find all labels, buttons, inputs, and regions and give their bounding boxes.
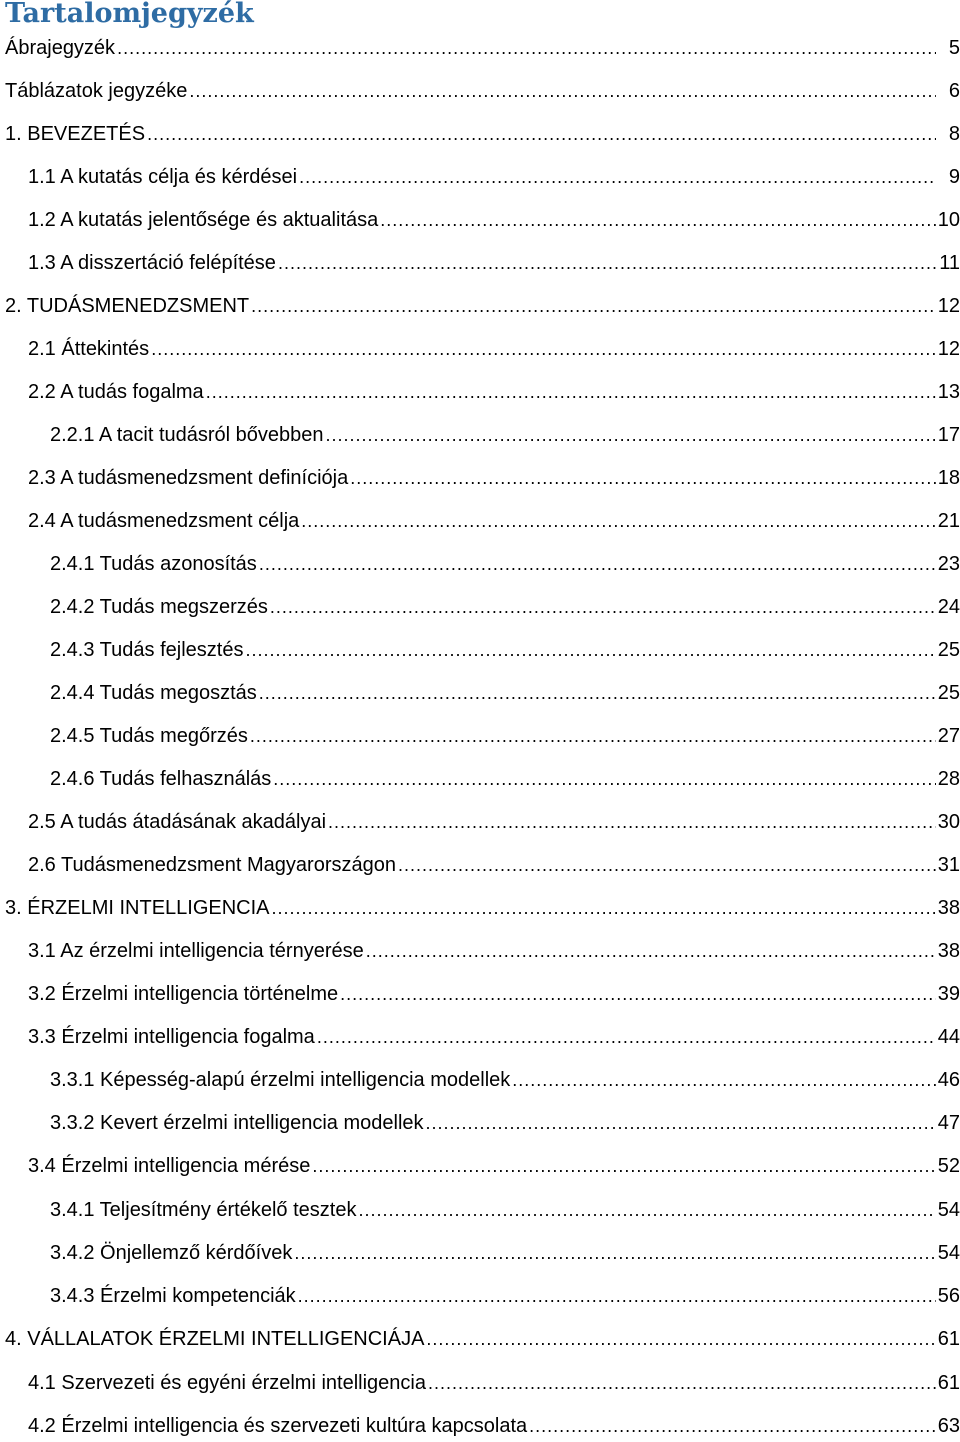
- toc-entry[interactable]: [28, 1411, 960, 1441]
- toc-entry[interactable]: [5, 291, 960, 321]
- toc-entry-page: 52: [937, 1155, 960, 1177]
- dot-leader: [259, 549, 936, 579]
- toc-entry[interactable]: [5, 119, 960, 149]
- toc-entry-page: 56: [937, 1285, 960, 1307]
- toc-entry-page: 63: [937, 1415, 960, 1437]
- toc-entry-page: 24: [937, 596, 960, 618]
- toc-entry-label: 1. BEVEZETÉS: [5, 123, 146, 145]
- toc-entry-page: 54: [937, 1199, 960, 1221]
- dot-leader: [358, 1195, 935, 1225]
- dot-leader: [250, 721, 936, 751]
- toc-entry[interactable]: [50, 721, 960, 751]
- toc-entry-page: 47: [937, 1112, 960, 1134]
- toc-entry-page: 31: [937, 854, 960, 876]
- toc-entry[interactable]: [50, 1195, 960, 1225]
- dot-leader: [270, 592, 936, 622]
- toc-entry-label: 3.1 Az érzelmi intelligencia térnyerése: [28, 940, 364, 962]
- toc-entry[interactable]: [50, 1238, 960, 1268]
- toc-entry-label: 2.4.3 Tudás fejlesztés: [50, 639, 244, 661]
- dot-leader: [529, 1411, 936, 1441]
- toc-entry[interactable]: [28, 377, 960, 407]
- dot-leader: [273, 764, 935, 794]
- dot-leader: [328, 807, 936, 837]
- toc-entry-label: 3.4.1 Teljesítmény értékelő tesztek: [50, 1199, 357, 1221]
- toc-entry[interactable]: [28, 248, 960, 278]
- dot-leader: [151, 334, 936, 364]
- dot-leader: [428, 1368, 936, 1398]
- toc-entry[interactable]: [28, 1151, 960, 1181]
- toc-entry-label: 1.1 A kutatás célja és kérdései: [28, 166, 298, 188]
- toc-entry-page: 12: [937, 295, 960, 317]
- toc-entry-page: 13: [937, 381, 960, 403]
- toc-entry[interactable]: [28, 807, 960, 837]
- toc-entry-label: 2.4.4 Tudás megosztás: [50, 682, 257, 704]
- toc-entry-label: 2. TUDÁSMENEDZSMENT: [5, 295, 250, 317]
- dot-leader: [366, 936, 936, 966]
- toc-entry[interactable]: [28, 936, 960, 966]
- toc-entry-label: 2.2.1 A tacit tudásról bővebben: [50, 424, 324, 446]
- toc-entry-label: 1.3 A disszertáció felépítése: [28, 252, 276, 274]
- toc-entry-page: 38: [937, 897, 960, 919]
- toc-entry[interactable]: [50, 420, 960, 450]
- toc-entry-label: 3.4.3 Érzelmi kompetenciák: [50, 1285, 296, 1307]
- toc-entry-label: 2.4.1 Tudás azonosítás: [50, 553, 257, 575]
- dot-leader: [298, 1281, 936, 1311]
- dot-leader: [147, 119, 936, 149]
- dot-leader: [312, 1151, 935, 1181]
- toc-title: Tartalomjegyzék: [5, 0, 254, 29]
- toc-entry-label: 4.2 Érzelmi intelligencia és szervezeti kultúra kapcsolata: [28, 1415, 528, 1437]
- toc-entry-label: Ábrajegyzék: [5, 37, 116, 59]
- toc-entry[interactable]: [28, 506, 960, 536]
- toc-entry-page: 61: [937, 1328, 960, 1350]
- dot-leader: [117, 33, 936, 63]
- toc-entry-label: 3.2 Érzelmi intelligencia történelme: [28, 983, 339, 1005]
- toc-entry-page: 28: [937, 768, 960, 790]
- toc-entry-page: 30: [937, 811, 960, 833]
- toc-entry[interactable]: [50, 678, 960, 708]
- toc-entry-label: 2.4.6 Tudás felhasználás: [50, 768, 272, 790]
- dot-leader: [398, 850, 936, 880]
- toc-entry[interactable]: [5, 33, 960, 63]
- toc-entry-label: 3.3.2 Kevert érzelmi intelligencia modellek: [50, 1112, 424, 1134]
- toc-entry-label: 2.4.5 Tudás megőrzés: [50, 725, 248, 747]
- toc-entry[interactable]: [28, 205, 960, 235]
- toc-entry[interactable]: [28, 979, 960, 1009]
- toc-entry-label: 2.1 Áttekintés: [28, 338, 150, 360]
- dot-leader: [206, 377, 936, 407]
- toc-entry-label: Táblázatok jegyzéke: [5, 80, 188, 102]
- toc-entry-page: 11: [939, 252, 960, 274]
- dot-leader: [350, 463, 936, 493]
- toc-entry-label: 3. ÉRZELMI INTELLIGENCIA: [5, 897, 270, 919]
- toc-entry-page: 38: [937, 940, 960, 962]
- toc-entry-label: 2.2 A tudás fogalma: [28, 381, 204, 403]
- toc-entry-page: 61: [937, 1372, 960, 1394]
- toc-entry-page: 12: [937, 338, 960, 360]
- toc-entry-label: 4.1 Szervezeti és egyéni érzelmi intelligencia: [28, 1372, 426, 1394]
- toc-entry-page: 18: [937, 467, 960, 489]
- toc-entry-page: 17: [937, 424, 960, 446]
- toc-entry-page: 54: [937, 1242, 960, 1264]
- toc-entry[interactable]: [5, 1324, 960, 1354]
- toc-entry[interactable]: [28, 850, 960, 880]
- dot-leader: [251, 291, 936, 321]
- toc-entry-page: 46: [937, 1069, 960, 1091]
- dot-leader: [426, 1108, 936, 1138]
- dot-leader: [259, 678, 936, 708]
- toc-entry-page: 23: [937, 553, 960, 575]
- toc-entry-label: 3.4 Érzelmi intelligencia mérése: [28, 1155, 311, 1177]
- toc-entry-label: 2.4 A tudásmenedzsment célja: [28, 510, 300, 532]
- toc-entry[interactable]: [50, 549, 960, 579]
- toc-entry[interactable]: [50, 1281, 960, 1311]
- toc-entry-label: 2.3 A tudásmenedzsment definíciója: [28, 467, 349, 489]
- toc-entry-page: 39: [937, 983, 960, 1005]
- toc-entry[interactable]: [50, 592, 960, 622]
- toc-entry[interactable]: [5, 893, 960, 923]
- dot-leader: [317, 1022, 936, 1052]
- dot-leader: [326, 420, 936, 450]
- toc-entry-label: 2.5 A tudás átadásának akadályai: [28, 811, 327, 833]
- toc-entry[interactable]: [28, 1368, 960, 1398]
- toc-entry-page: 5: [948, 37, 960, 59]
- toc-entry[interactable]: [50, 764, 960, 794]
- toc-entry-page: 44: [937, 1026, 960, 1048]
- toc-entry[interactable]: [28, 162, 960, 192]
- dot-leader: [299, 162, 936, 192]
- toc-entry-label: 2.4.2 Tudás megszerzés: [50, 596, 268, 618]
- toc-entry-page: 8: [948, 123, 960, 145]
- toc-entry-label: 3.3.1 Képesség-alapú érzelmi intelligencia modellek: [50, 1069, 511, 1091]
- toc-entry-label: 2.6 Tudásmenedzsment Magyarországon: [28, 854, 396, 876]
- toc-entry-label: 3.4.2 Önjellemző kérdőívek: [50, 1242, 293, 1264]
- toc-entry[interactable]: [5, 76, 960, 106]
- toc-entry-page: 27: [937, 725, 960, 747]
- toc-entry-label: 4. VÁLLALATOK ÉRZELMI INTELLIGENCIÁJA: [5, 1328, 425, 1350]
- toc-entry-label: 1.2 A kutatás jelentősége és aktualitása: [28, 209, 379, 231]
- dot-leader: [340, 979, 936, 1009]
- toc-entry-page: 25: [937, 639, 960, 661]
- toc-entry-label: 3.3 Érzelmi intelligencia fogalma: [28, 1026, 315, 1048]
- dot-leader: [278, 248, 936, 278]
- toc-entry[interactable]: [28, 1022, 960, 1052]
- toc-entry[interactable]: [50, 1108, 960, 1138]
- dot-leader: [272, 893, 936, 923]
- toc-entry[interactable]: [28, 334, 960, 364]
- toc-entry[interactable]: [50, 635, 960, 665]
- toc-entry-page: 21: [937, 510, 960, 532]
- dot-leader: [512, 1065, 935, 1095]
- toc-entry[interactable]: [50, 1065, 960, 1095]
- toc-entry-page: 25: [937, 682, 960, 704]
- dot-leader: [245, 635, 935, 665]
- dot-leader: [380, 205, 936, 235]
- toc-entry-page: 9: [948, 166, 960, 188]
- toc-entry-page: 10: [937, 209, 960, 231]
- dot-leader: [301, 506, 935, 536]
- toc-entry[interactable]: [28, 463, 960, 493]
- toc-entry-page: 6: [948, 80, 960, 102]
- dot-leader: [189, 76, 936, 106]
- dot-leader: [294, 1238, 935, 1268]
- dot-leader: [426, 1324, 935, 1354]
